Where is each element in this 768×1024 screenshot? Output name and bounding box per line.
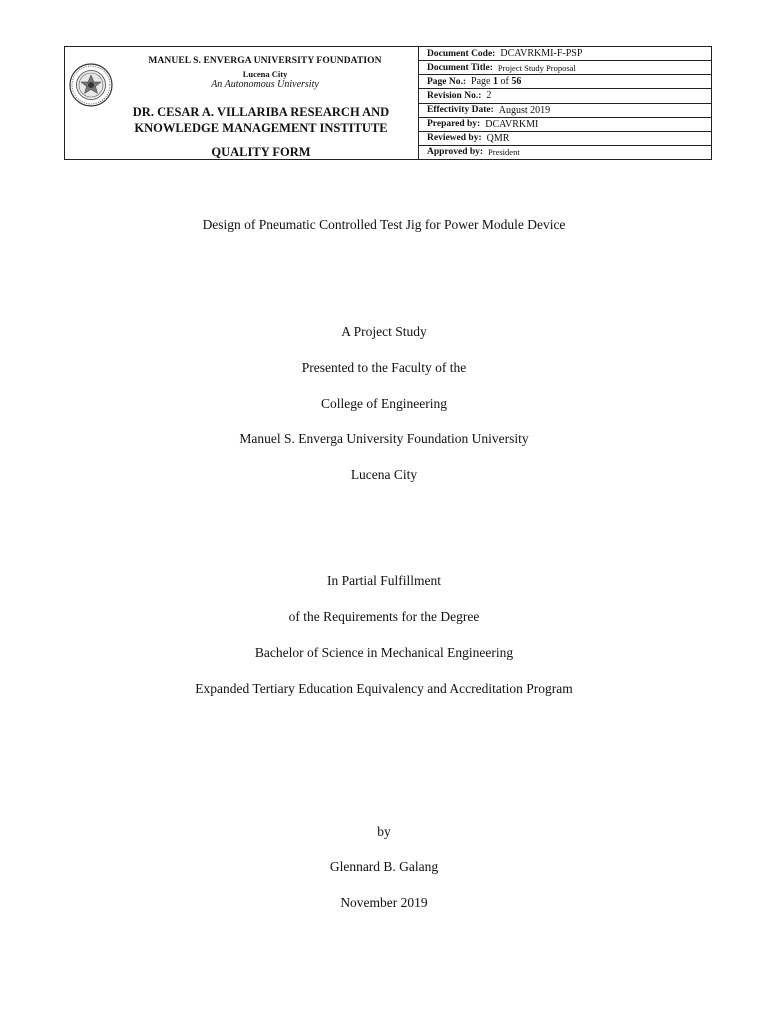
meta-value: President bbox=[488, 147, 520, 158]
meta-label: Page No.: bbox=[427, 76, 467, 87]
author-name: Glennard B. Galang bbox=[329, 859, 439, 874]
meta-value: DCAVRKMI-F-PSP bbox=[500, 48, 583, 60]
meta-label: Document Code: bbox=[427, 48, 496, 59]
partial-fulfillment: In Partial Fulfillment bbox=[327, 573, 441, 588]
degree-name: Bachelor of Science in Mechanical Engineering bbox=[254, 645, 514, 660]
meta-row-document-code bbox=[419, 47, 711, 61]
university-city: Lucena City bbox=[242, 69, 288, 79]
meta-value: 2 bbox=[486, 90, 492, 102]
submission-date: November 2019 bbox=[340, 895, 428, 910]
city-name: Lucena City bbox=[350, 467, 418, 482]
quality-form-header bbox=[64, 46, 712, 160]
meta-row-prepared-by bbox=[419, 118, 711, 132]
meta-row-approved-by bbox=[419, 146, 711, 159]
by-label: by bbox=[377, 824, 391, 839]
project-title: Design of Pneumatic Controlled Test Jig for Power Module Device bbox=[202, 217, 566, 232]
institute-name-line2: KNOWLEDGE MANAGEMENT INSTITUTE bbox=[134, 121, 388, 135]
document-meta-table bbox=[419, 47, 711, 159]
meta-value: August 2019 bbox=[498, 104, 551, 116]
meta-row-page-no bbox=[419, 75, 711, 89]
university-seal-icon bbox=[69, 63, 113, 107]
meta-label: Revision No.: bbox=[427, 90, 482, 101]
college-name: College of Engineering bbox=[321, 396, 447, 411]
page-prefix: Page bbox=[471, 76, 491, 88]
degree-requirements: of the Requirements for the Degree bbox=[288, 609, 480, 624]
page-current: 1 bbox=[493, 76, 498, 88]
university-tagline: An Autonomous University bbox=[211, 79, 319, 90]
meta-value: Project Study Proposal bbox=[497, 62, 576, 73]
meta-row-effectivity-date bbox=[419, 104, 711, 118]
meta-value bbox=[471, 76, 521, 87]
university-full-name: Manuel S. Enverga University Foundation University bbox=[239, 431, 529, 446]
form-name: QUALITY FORM bbox=[211, 145, 311, 159]
university-name: MANUEL S. ENVERGA UNIVERSITY FOUNDATION bbox=[148, 56, 382, 66]
presented-to: Presented to the Faculty of the bbox=[301, 360, 467, 375]
meta-value: QMR bbox=[486, 132, 510, 144]
institute-name-line1: DR. CESAR A. VILLARIBA RESEARCH AND bbox=[132, 105, 390, 119]
meta-row-revision-no bbox=[419, 89, 711, 103]
header-institution-block bbox=[65, 47, 419, 159]
program-name: Expanded Tertiary Education Equivalency and Accreditation Program bbox=[195, 681, 573, 696]
meta-label: Reviewed by: bbox=[427, 133, 482, 144]
meta-label: Effectivity Date: bbox=[427, 105, 494, 116]
study-type: A Project Study bbox=[341, 324, 427, 339]
page-of: of bbox=[500, 76, 509, 88]
meta-row-document-title bbox=[419, 61, 711, 75]
meta-label: Prepared by: bbox=[427, 119, 481, 130]
meta-label: Approved by: bbox=[427, 147, 484, 158]
page-total: 56 bbox=[511, 76, 522, 88]
institute-name bbox=[105, 104, 417, 136]
meta-row-reviewed-by bbox=[419, 132, 711, 146]
meta-label: Document Title: bbox=[427, 62, 493, 73]
meta-value: DCAVRKMI bbox=[485, 118, 539, 130]
